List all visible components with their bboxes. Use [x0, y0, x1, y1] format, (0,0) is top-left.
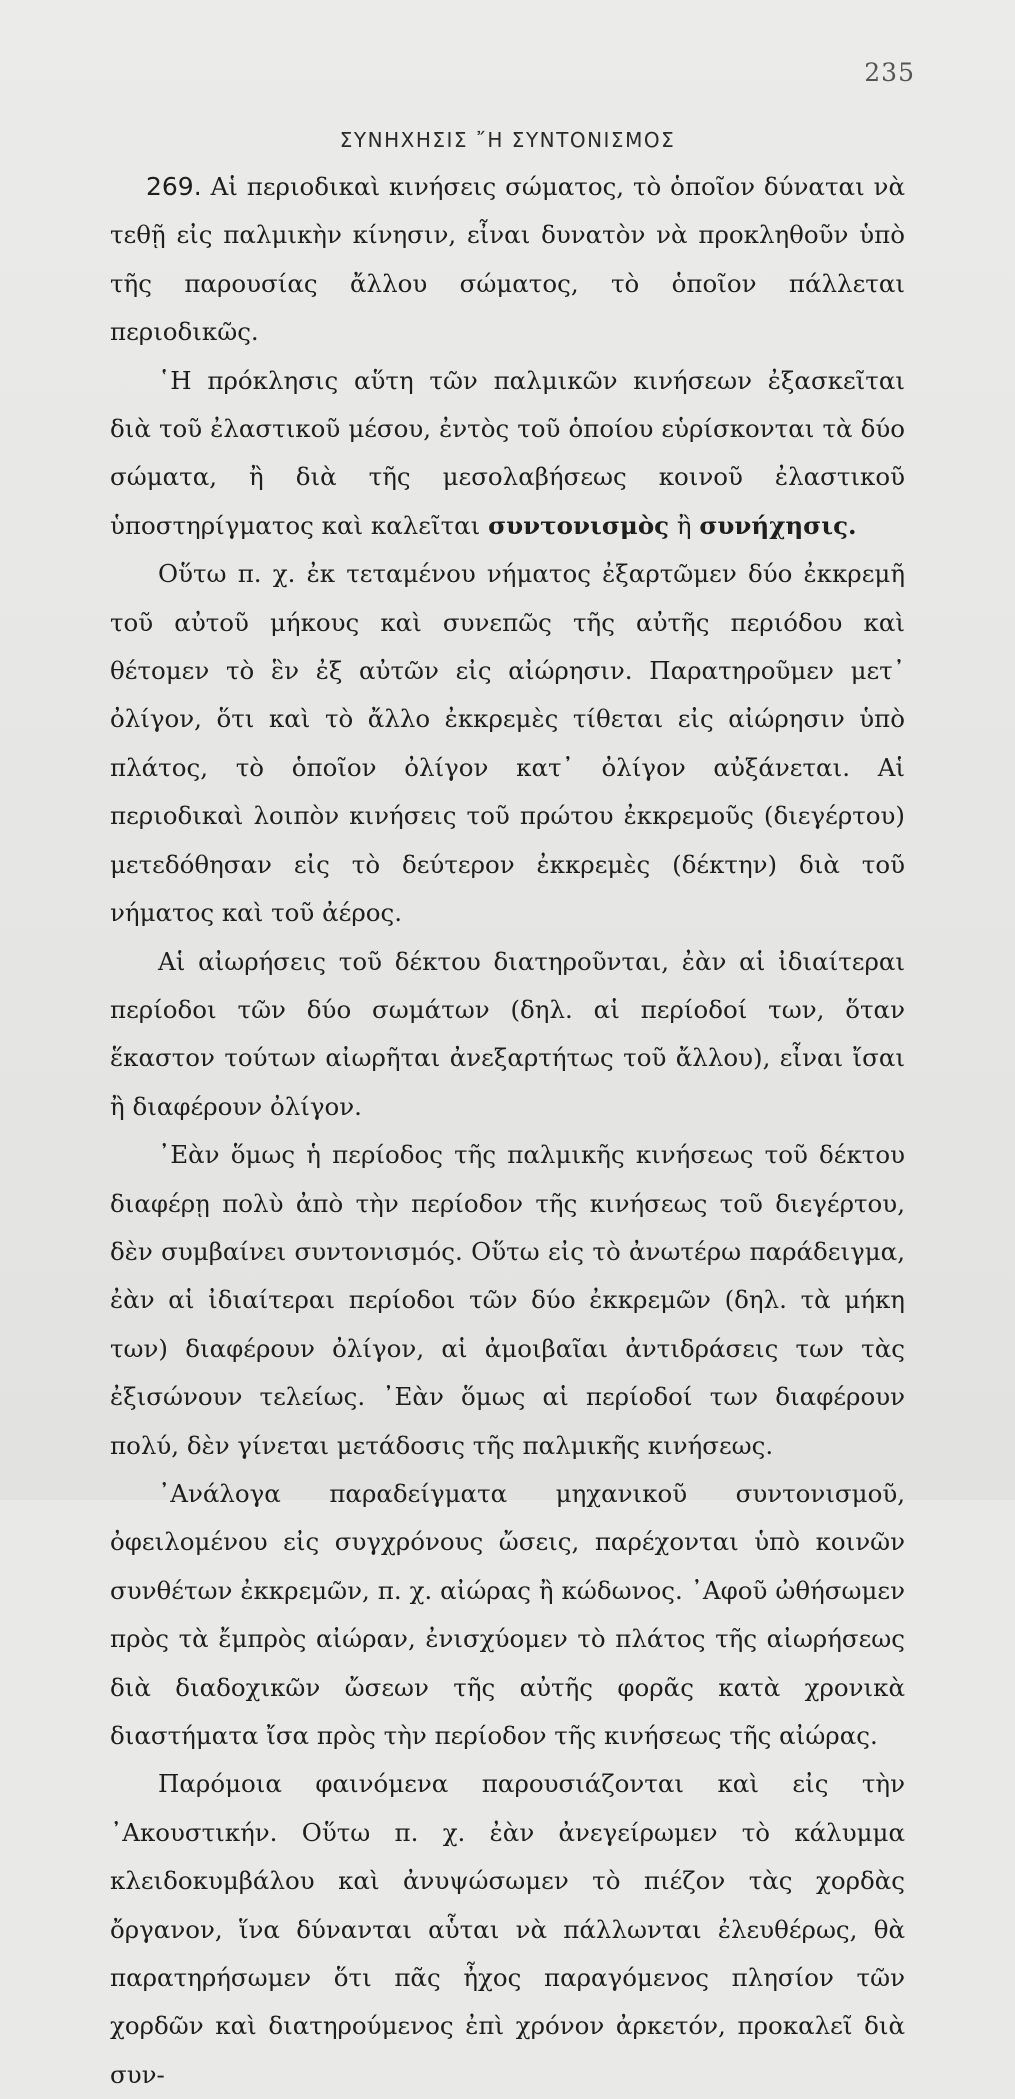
term-syntonismos: συντονισμὸς: [488, 510, 670, 540]
body-text: [110, 163, 905, 2099]
paragraph-1: [110, 163, 905, 357]
paragraph-3: Οὕτω π. χ. ἐκ τεταμένου νήματος ἐξαρτῶμεν δύο ἐκκρεμῆ τοῦ αὐτοῦ μήκους καὶ συνεπῶς τῆς αὐτῆς περιόδου καὶ θέτομεν τὸ ἓν ἐξ αὐτῶν εἰς αἰώρησιν. Παρατηροῦμεν μετ᾽ ὀλίγον, ὅτι καὶ τὸ ἄλλο ἐκκρεμὲς τίθεται εἰς αἰώρησιν ὑπὸ πλάτος, τὸ ὁποῖον ὀλίγον κατ᾽ ὀλίγον αὐξάνεται. Αἱ περιοδικαὶ λοιπὸν κινήσεις τοῦ πρώτου ἐκκρεμοῦς (διεγέρτου) μετεδόθησαν εἰς τὸ δεύτερον ἐκκρεμὲς (δέκτην) διὰ τοῦ νήματος καὶ τοῦ ἀέρος.: [110, 559, 905, 928]
paragraph-7: Παρόμοια φαινόμενα παρουσιάζονται καὶ εἰς τὴν ᾽Ακουστικήν. Οὕτω π. χ. ἐὰν ἀνεγείρωμεν τὸ κάλυμμα κλειδοκυμβάλου καὶ ἀνυψώσωμεν τὸ πιέζον τὰς χορδὰς ὄργανον, ἵνα δύνανται αὗται νὰ πάλλωνται ἐλευθέρως, θὰ παρατηρήσωμεν ὅτι πᾶς ἦχος παραγόμενος πλησίον τῶν χορδῶν καὶ διατηρούμενος ἐπὶ χρόνον ἀρκετόν, προκαλεῖ διὰ συν-: [110, 1769, 905, 2089]
paragraph-4: Αἱ αἰωρήσεις τοῦ δέκτου διατηροῦνται, ἐὰν αἱ ἰδιαίτεραι περίοδοι τῶν δύο σωμάτων (δηλ. αἱ περίοδοί των, ὅταν ἕκαστον τούτων αἰωρῆται ἀνεξαρτήτως τοῦ ἄλλου), εἶναι ἴσαι ἢ διαφέρουν ὀλίγον.: [110, 946, 905, 1121]
term-synichisis: συνήχησις.: [699, 510, 857, 540]
paragraph-1-text: Αἱ περιοδικαὶ κινήσεις σώματος, τὸ ὁποῖον δύναται νὰ τεθῇ εἰς παλμικὴν κίνησιν, εἶναι δυνατὸν νὰ προκληθοῦν ὑπὸ τῆς παρουσίας ἄλλου σώματος, τὸ ὁποῖον πάλλεται περιοδικῶς.: [110, 172, 905, 347]
paragraph-5: ᾽Εὰν ὅμως ἡ περίοδος τῆς παλμικῆς κινήσεως τοῦ δέκτου διαφέρῃ πολὺ ἀπὸ τὴν περίοδον τῆς κινήσεως τοῦ διεγέρτου, δὲν συμβαίνει συντονισμός. Οὕτω εἰς τὸ ἀνωτέρω παράδειγμα, ἐὰν αἱ ἰδιαίτεραι περίοδοι τῶν δύο ἐκκρεμῶν (δηλ. τὰ μήκη των) διαφέρουν ὀλίγον, αἱ ἀμοιβαῖαι ἀντιδράσεις των τὰς ἐξισώνουν τελείως. ᾽Εὰν ὅμως αἱ περίοδοί των διαφέρουν πολύ, δὲν γίνεται μετάδοσις τῆς παλμικῆς κινήσεως.: [110, 1140, 905, 1460]
page-number: 235: [864, 58, 915, 87]
paragraph-6: ᾽Ανάλογα παραδείγματα μηχανικοῦ συντονισμοῦ, ὀφειλομένου εἰς συγχρόνους ὤσεις, παρέχονται ὑπὸ κοινῶν συνθέτων ἐκκρεμῶν, π. χ. αἰώρας ἢ κώδωνος. ᾽Αφοῦ ὠθήσωμεν πρὸς τὰ ἔμπρὸς αἰώραν, ἐνισχύομεν τὸ πλάτος τῆς αἰωρήσεως διὰ διαδοχικῶν ὤσεων τῆς αὐτῆς φορᾶς κατὰ χρονικὰ διαστήματα ἴσα πρὸς τὴν περίοδον τῆς κινήσεως τῆς αἰώρας.: [110, 1478, 905, 1750]
paragraph-2-text: ῾Η πρόκλησις αὕτη τῶν παλμικῶν κινήσεων ἐξασκεῖται διὰ τοῦ ἐλαστικοῦ μέσου, ἐντὸς τοῦ ὁποίου εὑρίσκονται τὰ δύο σώματα, ἢ διὰ τῆς μεσολαβήσεως κοινοῦ ἐλαστικοῦ ὑποστηρίγματος καὶ καλεῖται: [110, 365, 905, 540]
paragraph-2: [110, 357, 905, 551]
section-number: 269.: [146, 172, 202, 201]
running-head: ΣΥΝΗΧΗΣΙΣ ῎Η ΣΥΝΤΟΝΙΣΜΟΣ: [339, 128, 676, 152]
or-word: ἢ: [669, 510, 700, 540]
